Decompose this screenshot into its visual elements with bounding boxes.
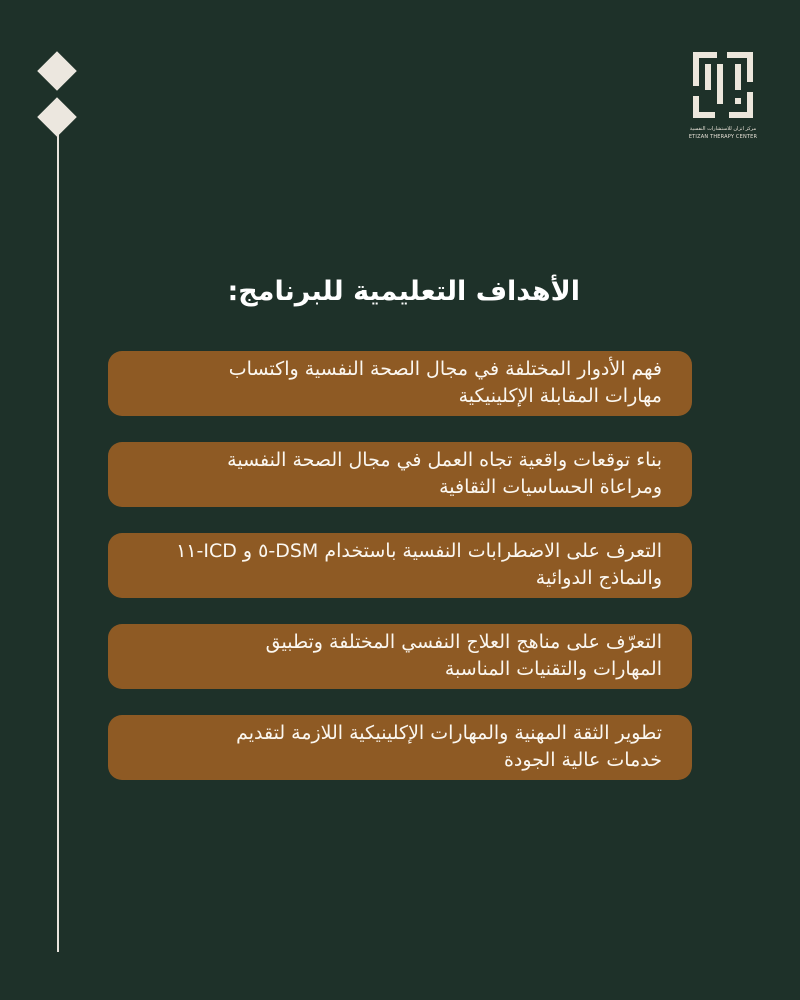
goal-card bbox=[108, 533, 692, 598]
goal-text-line: المهارات والتقنيات المناسبة bbox=[444, 658, 662, 680]
goal-text-line: مهارات المقابلة الإكلينيكية bbox=[458, 385, 662, 407]
goal-text-line: تطوير الثقة المهنية والمهارات الإكلينيكية اللازمة لتقديم bbox=[236, 722, 662, 744]
goal-text-line: ومراعاة الحساسيات الثقافية bbox=[439, 476, 662, 498]
decorative-vertical-line bbox=[57, 120, 59, 952]
goal-card bbox=[108, 442, 692, 507]
brand-logo bbox=[683, 48, 763, 148]
goal-text-line: والنماذج الدوائية bbox=[535, 567, 662, 589]
brand-name-english: ETIZAN THERAPY CENTER bbox=[688, 134, 758, 140]
logo-mark-icon bbox=[683, 48, 763, 124]
goal-text-line: التعرف على الاضطرابات النفسية باستخدام DSM-٥ و ICD-١١ bbox=[176, 540, 662, 562]
page-title: الأهداف التعليمية للبرنامج: bbox=[227, 276, 580, 307]
goal-card bbox=[108, 351, 692, 416]
diamond-icon bbox=[37, 97, 77, 137]
goal-card bbox=[108, 624, 692, 689]
goal-card bbox=[108, 715, 692, 780]
goal-text-line: بناء توقعات واقعية تجاه العمل في مجال الصحة النفسية bbox=[227, 449, 662, 471]
brand-name-arabic: مركز اتزان للاستشارات النفسية bbox=[689, 126, 757, 132]
goal-text-line: التعرّف على مناهج العلاج النفسي المختلفة وتطبيق bbox=[265, 631, 662, 653]
goal-text-line: خدمات عالية الجودة bbox=[503, 749, 662, 771]
goal-text-line: فهم الأدوار المختلفة في مجال الصحة النفسية واكتساب bbox=[228, 358, 662, 380]
diamond-icon bbox=[37, 51, 77, 91]
goals-list bbox=[108, 351, 692, 806]
